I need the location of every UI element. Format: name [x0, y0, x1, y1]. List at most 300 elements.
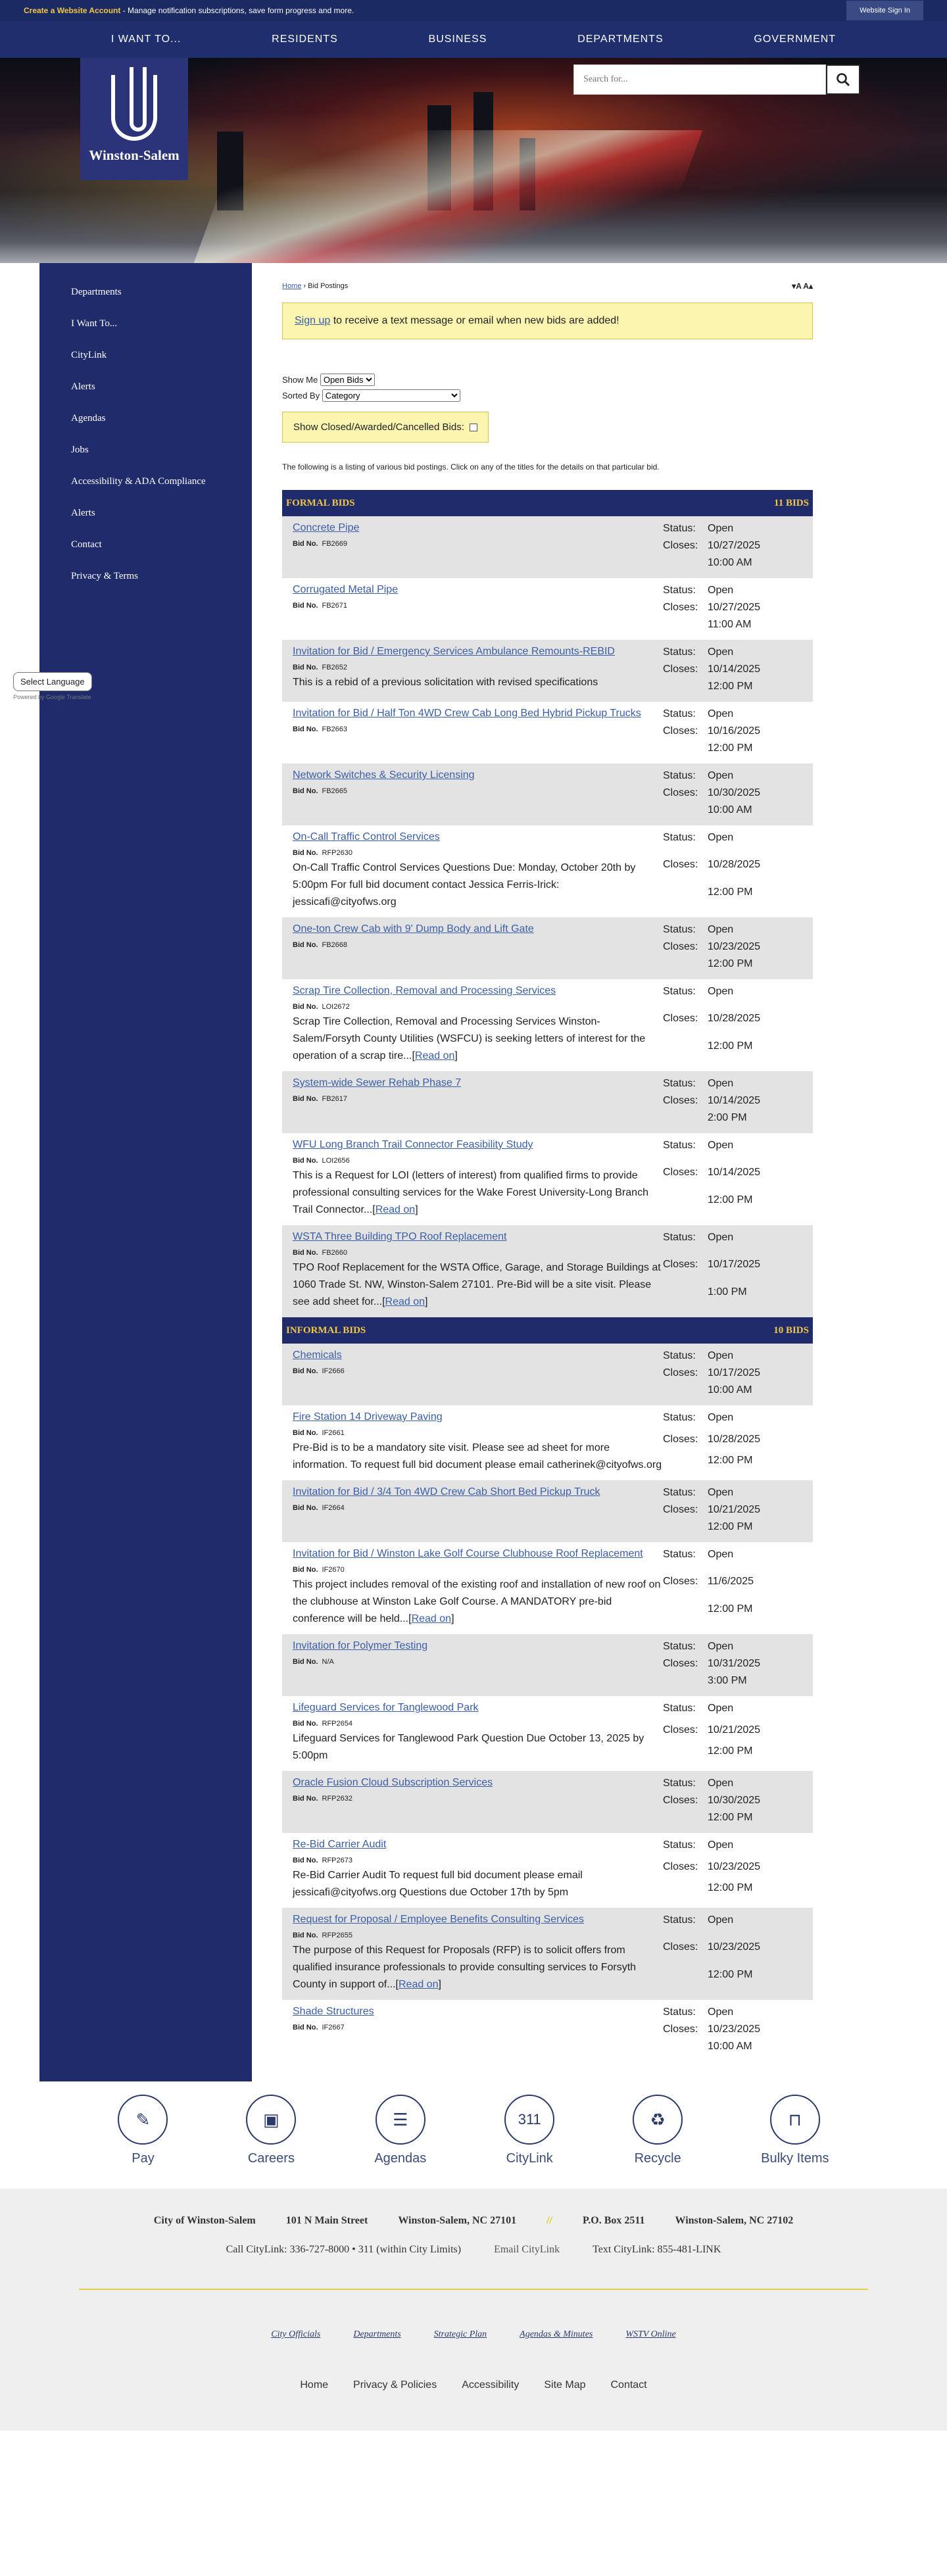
bid-number-label: Bid No.	[293, 1720, 318, 1728]
footer-po-box: P.O. Box 2511	[582, 2215, 645, 2226]
bid-row	[282, 702, 813, 764]
status-value: Open	[708, 1914, 734, 1926]
sidebar	[39, 263, 252, 2081]
status-value: Open	[708, 646, 734, 658]
status-label: Status:	[663, 770, 696, 781]
status-label: Status:	[663, 1350, 696, 1361]
status-label: Status:	[663, 1412, 696, 1423]
google-translate-widget	[13, 672, 92, 700]
bid-description	[293, 860, 663, 911]
status-value: Open	[708, 1703, 734, 1714]
agenda-icon: ☰	[376, 2095, 425, 2145]
bid-section-title: INFORMAL BIDS	[286, 1324, 366, 1336]
bid-title-link[interactable]: Scrap Tire Collection, Removal and Processing Services	[293, 985, 556, 996]
bid-info	[293, 1912, 663, 1993]
closes-date: 10/30/2025	[708, 1795, 761, 1806]
footer-link-wstv-online[interactable]: WSTV Online	[625, 2329, 676, 2339]
closes-spacer	[663, 1038, 708, 1065]
bid-status	[663, 1229, 802, 1311]
footer-links	[0, 2329, 947, 2340]
closes-time: 11:00 AM	[708, 619, 752, 630]
bid-number	[293, 1157, 663, 1165]
bid-status	[663, 520, 802, 571]
bid-status	[663, 582, 802, 633]
closes-date: 10/17/2025	[708, 1367, 761, 1378]
status-value: Open	[708, 1140, 734, 1151]
footer-call-citylink: Call CityLink: 336-727-8000 • 311 (within City Limits)	[226, 2244, 462, 2255]
bid-number	[293, 602, 663, 610]
bid-info	[293, 1775, 663, 1826]
quick-link-label: Bulky Items	[761, 2151, 829, 2166]
bid-number-value: RFP2632	[322, 1795, 352, 1803]
account-notice-text: - Manage notification subscriptions, save form progress and more.	[120, 6, 354, 15]
bid-row	[282, 1908, 813, 2000]
bid-row	[282, 1696, 813, 1771]
closes-label: Closes:	[663, 1095, 698, 1106]
bid-row	[282, 1480, 813, 1542]
quick-link-agendas[interactable]	[374, 2095, 426, 2166]
closes-spacer	[663, 1966, 708, 1993]
closes-date: 10/14/2025	[708, 1167, 761, 1179]
bid-title-link[interactable]: WSTA Three Building TPO Roof Replacement	[293, 1231, 507, 1242]
bid-number-label: Bid No.	[293, 787, 318, 795]
city-logo[interactable]	[80, 58, 188, 180]
bid-description: Scrap Tire Collection, Removal and Processing Services Winston-Salem/Forsyth County Utilities (WSFCU) is seeking letters of interest for the operation of a scrap tire...[Read on]	[293, 1016, 646, 1061]
bid-title-link[interactable]: Chemicals	[293, 1349, 342, 1361]
bid-row	[282, 764, 813, 825]
bid-number-value: RFP2655	[322, 1932, 352, 1939]
bid-number-label: Bid No.	[293, 1429, 318, 1437]
bid-number	[293, 664, 663, 671]
status-label: Status:	[663, 924, 696, 935]
bid-description-text: Scrap Tire Collection, Removal and Processing Services Winston-Salem/Forsyth County Utilities (WSFCU) is seeking letters of interest for the operation of a scrap tire...	[293, 1016, 646, 1061]
bid-number	[293, 849, 663, 857]
text-resize-control[interactable]: ▾A A▴	[792, 281, 813, 291]
bid-row	[282, 1344, 813, 1405]
closes-date: 10/28/2025	[708, 1013, 761, 1025]
bid-title-link[interactable]: Concrete Pipe	[293, 522, 360, 533]
sidebar-item-jobs[interactable]: Jobs	[71, 445, 89, 455]
search-button[interactable]	[826, 64, 860, 95]
show-me-select[interactable]	[320, 374, 375, 386]
bid-number-value: FB2663	[322, 725, 348, 733]
bid-number-value: FB2668	[322, 941, 348, 949]
closes-date: 11/6/2025	[708, 1576, 754, 1588]
closes-spacer	[663, 1743, 708, 1764]
status-value: Open	[708, 770, 734, 781]
footer-contact-link[interactable]: Contact	[610, 2379, 647, 2391]
bid-title-link[interactable]: Invitation for Bid / 3/4 Ton 4WD Crew Cab Short Bed Pickup Truck	[293, 1486, 600, 1497]
sidebar-item-contact[interactable]: Contact	[71, 539, 102, 550]
closes-spacer	[663, 678, 708, 695]
bid-info	[293, 2004, 663, 2055]
bid-info	[293, 1075, 663, 1127]
bid-description	[293, 1440, 663, 1474]
status-value: Open	[708, 832, 734, 843]
bid-title-link[interactable]: Shade Structures	[293, 2006, 374, 2017]
footer-text-citylink: Text CityLink: 855-481-LINK	[593, 2244, 721, 2255]
bid-title-link[interactable]: Network Switches & Security Licensing	[293, 769, 475, 781]
closes-date: 10/14/2025	[708, 1095, 761, 1106]
quick-link-label: Pay	[132, 2151, 155, 2166]
closes-time: 12:00 PM	[708, 1745, 753, 1757]
bid-description-text: Lifeguard Services for Tanglewood Park Question Due October 13, 2025 by 5:00pm	[293, 1733, 644, 1761]
footer-street: 101 N Main Street	[285, 2215, 368, 2226]
bid-row	[282, 1634, 813, 1696]
show-closed-label: Show Closed/Awarded/Cancelled Bids:	[293, 422, 464, 433]
bid-row	[282, 1542, 813, 1634]
bid-number-label: Bid No.	[293, 540, 318, 548]
footer-link-agendas-minutes[interactable]: Agendas & Minutes	[520, 2329, 593, 2339]
closes-time: 3:00 PM	[708, 1675, 747, 1686]
status-label: Status:	[663, 1487, 696, 1498]
closes-time: 12:00 PM	[708, 1968, 753, 1980]
nav-business[interactable]: BUSINESS	[428, 34, 487, 45]
show-closed-checkbox[interactable]	[470, 424, 477, 431]
closes-spacer	[663, 1192, 708, 1219]
city-logo-wordmark: Winston-Salem	[89, 147, 180, 163]
breadcrumb-separator: ›	[301, 282, 308, 290]
status-value: Open	[708, 1078, 734, 1089]
hero-banner	[0, 58, 947, 263]
bid-title-link[interactable]: One-ton Crew Cab with 9' Dump Body and Lift Gate	[293, 923, 534, 935]
bid-description-text: Pre-Bid is to be a mandatory site visit. Please see ad sheet for more information. To request full bid document please email catherinek@cityofws.org	[293, 1442, 662, 1470]
closes-label: Closes:	[663, 2024, 698, 2035]
bid-number	[293, 1857, 663, 1864]
footer-link-departments[interactable]: Departments	[353, 2329, 401, 2339]
closes-spacer	[663, 554, 708, 571]
status-value: Open	[708, 924, 734, 935]
closes-spacer	[663, 616, 708, 633]
quick-link-label: Agendas	[374, 2151, 427, 2166]
translate-powered-by: Powered by Google Translate	[13, 694, 91, 700]
bid-number-value: FB2652	[322, 664, 348, 671]
status-label: Status:	[663, 986, 696, 997]
nav-departments[interactable]: DEPARTMENTS	[577, 34, 664, 45]
footer-home-link[interactable]: Home	[300, 2379, 329, 2391]
read-on-link[interactable]: Read on	[398, 1979, 439, 1990]
bid-number	[293, 540, 663, 548]
closes-date: 10/16/2025	[708, 725, 761, 737]
bid-info	[293, 582, 663, 633]
quick-link-careers[interactable]	[246, 2095, 296, 2166]
chair-icon: ⊓	[770, 2095, 820, 2145]
footer-accessibility-link[interactable]: Accessibility	[462, 2379, 520, 2391]
site-search	[573, 64, 860, 95]
bid-number-label: Bid No.	[293, 1003, 318, 1011]
signup-link[interactable]: Sign up	[295, 315, 331, 326]
sidebar-item-citylink[interactable]: CityLink	[71, 350, 107, 360]
closes-time: 12:00 PM	[708, 1521, 753, 1532]
closes-date: 10/21/2025	[708, 1504, 761, 1515]
bid-info	[293, 921, 663, 973]
sidebar-item-alerts[interactable]: Alerts	[71, 381, 95, 392]
bid-number-label: Bid No.	[293, 1795, 318, 1803]
closes-label: Closes:	[663, 1724, 698, 1736]
bid-row	[282, 1071, 813, 1133]
bid-number-value: FB2671	[322, 602, 348, 610]
bid-info	[293, 520, 663, 571]
pay-icon: ✎	[118, 2095, 168, 2145]
sidebar-item-accessibility[interactable]: Accessibility & ADA Compliance	[71, 476, 206, 487]
bid-number	[293, 787, 663, 795]
bid-title-link[interactable]: Invitation for Bid / Winston Lake Golf Course Clubhouse Roof Replacement	[293, 1548, 643, 1559]
bid-info	[293, 983, 663, 1065]
bid-title-link[interactable]: Invitation for Bid / Half Ton 4WD Crew Cab Long Bed Hybrid Pickup Trucks	[293, 708, 641, 719]
quick-link-label: CityLink	[506, 2151, 553, 2166]
bid-status	[663, 1700, 802, 1764]
sorted-by-select[interactable]	[322, 389, 460, 402]
bid-title-link[interactable]: Request for Proposal / Employee Benefits Consulting Services	[293, 1914, 584, 1925]
read-on-link[interactable]: Read on	[411, 1613, 452, 1624]
footer-privacy-link[interactable]: Privacy & Policies	[353, 2379, 437, 2391]
bid-status	[663, 1409, 802, 1474]
bid-status	[663, 1075, 802, 1127]
search-icon	[836, 72, 850, 87]
nav-government[interactable]: GOVERNMENT	[754, 34, 837, 45]
quick-link-citylink[interactable]	[504, 2095, 554, 2166]
website-signin-button[interactable]: Website Sign In	[846, 1, 923, 20]
bid-title-link[interactable]: Invitation for Polymer Testing	[293, 1640, 428, 1651]
bid-info	[293, 1700, 663, 1764]
bid-status	[663, 1348, 802, 1399]
bid-description: This is a Request for LOI (letters of interest) from qualified firms to provide professional consulting services for the Wake Forest University-Long Branch Trail Connector...[Read on]	[293, 1170, 648, 1215]
closes-spacer	[663, 1880, 708, 1901]
bid-info	[293, 1837, 663, 1901]
bid-info	[293, 1348, 663, 1399]
language-select[interactable]: Select Language	[13, 672, 92, 691]
bid-status	[663, 1912, 802, 1993]
bid-number-label: Bid No.	[293, 1095, 318, 1103]
bid-number-value: FB2669	[322, 540, 348, 548]
closes-label: Closes:	[663, 1576, 698, 1588]
bid-description: This project includes removal of the existing roof and installation of new roof on the clubhouse at Winston Lake Golf Course. A MANDATORY pre-bid conference will be held...[Read on]	[293, 1579, 661, 1624]
closes-label: Closes:	[663, 1167, 698, 1179]
read-on-link[interactable]: Read on	[375, 1204, 416, 1215]
bid-row	[282, 2000, 813, 2062]
status-value: Open	[708, 1839, 734, 1851]
bid-number-value: FB2665	[322, 787, 348, 795]
sidebar-item-privacy[interactable]: Privacy & Terms	[71, 571, 138, 581]
status-label: Status:	[663, 1703, 696, 1714]
bid-info	[293, 1638, 663, 1689]
bid-info	[293, 706, 663, 757]
closes-time: 12:00 PM	[708, 1040, 753, 1052]
status-label: Status:	[663, 1232, 696, 1243]
bid-number-value: LOI2656	[322, 1157, 350, 1165]
status-label: Status:	[663, 585, 696, 596]
footer-sitemap-link[interactable]: Site Map	[544, 2379, 586, 2391]
footer-email-citylink[interactable]: Email CityLink	[494, 2244, 560, 2255]
status-value: Open	[708, 708, 734, 719]
closes-time: 12:00 PM	[708, 1882, 753, 1894]
closes-label: Closes:	[663, 725, 698, 737]
bid-status	[663, 1484, 802, 1536]
bid-number	[293, 1932, 663, 1939]
bid-status	[663, 829, 802, 911]
closes-time: 12:00 PM	[708, 1455, 753, 1467]
bid-number-label: Bid No.	[293, 1249, 318, 1257]
bid-number	[293, 1504, 663, 1512]
recycle-icon: ♻	[633, 2095, 683, 2145]
main-navigation	[0, 21, 947, 58]
closes-label: Closes:	[663, 540, 698, 551]
quick-link-label: Careers	[247, 2151, 295, 2166]
status-label: Status:	[663, 1914, 696, 1926]
page-body	[39, 263, 908, 2081]
notify-signup-banner	[282, 303, 813, 339]
bid-description: The purpose of this Request for Proposals (RFP) is to solicit offers from qualified insurance professionals to provide consulting services to Forsyth County in support of...[Read on]	[293, 1945, 637, 1990]
footer-link-strategic-plan[interactable]: Strategic Plan	[433, 2329, 487, 2339]
bid-row	[282, 917, 813, 979]
closes-spacer	[663, 884, 708, 911]
bid-description: TPO Roof Replacement for the WSTA Office, Garage, and Storage Buildings at 1060 Trade St. NW, Winston-Salem 27101. Pre-Bid will be a site visit. Please see add sheet for...[Read on]	[293, 1262, 661, 1307]
closes-date: 10/14/2025	[708, 664, 761, 675]
closes-spacer	[663, 1382, 708, 1399]
status-value: Open	[708, 1641, 734, 1652]
bid-description-text: Re-Bid Carrier Audit To request full bid document please email jessicafi@cityofws.org Questions due October 17th by 5pm	[293, 1870, 583, 1898]
bid-info	[293, 1484, 663, 1536]
footer-divider	[79, 2289, 868, 2290]
bid-number-value: IF2664	[322, 1504, 345, 1512]
status-label: Status:	[663, 708, 696, 719]
status-label: Status:	[663, 1078, 696, 1089]
breadcrumb-current: Bid Postings	[308, 282, 349, 290]
closes-label: Closes:	[663, 941, 698, 952]
bid-number-label: Bid No.	[293, 602, 318, 610]
closes-time: 12:00 PM	[708, 1194, 753, 1205]
quick-links	[79, 2081, 868, 2175]
closes-spacer	[663, 1284, 708, 1311]
bid-description-text: This is a Request for LOI (letters of interest) from qualified firms to provide professional consulting services for the Wake Forest University-Long Branch Trail Connector...	[293, 1170, 648, 1215]
bid-info	[293, 829, 663, 911]
bid-number	[293, 1566, 663, 1574]
top-notice-bar	[0, 0, 947, 21]
bid-info	[293, 1229, 663, 1311]
breadcrumb	[282, 282, 348, 290]
bid-title-link[interactable]: On-Call Traffic Control Services	[293, 831, 440, 842]
breadcrumb-home[interactable]: Home	[282, 282, 302, 290]
bid-filters	[282, 372, 813, 404]
closes-label: Closes:	[663, 1941, 698, 1953]
closes-spacer	[663, 1109, 708, 1127]
closes-time: 10:00 AM	[708, 2041, 752, 2052]
status-label: Status:	[663, 832, 696, 843]
site-footer	[0, 2189, 947, 2431]
bid-number-value: RFP2630	[322, 849, 352, 857]
bid-title-link[interactable]: System-wide Sewer Rehab Phase 7	[293, 1077, 462, 1088]
status-value: Open	[708, 986, 734, 997]
nav-i-want-to[interactable]: I WANT TO...	[110, 34, 182, 45]
briefcase-icon: ▣	[246, 2095, 296, 2145]
city-logo-mark	[111, 75, 157, 141]
bid-number-label: Bid No.	[293, 849, 318, 857]
signup-text: to receive a text message or email when new bids are added!	[330, 315, 619, 326]
closes-date: 10/31/2025	[708, 1658, 761, 1669]
closes-spacer	[663, 1601, 708, 1628]
read-on-link[interactable]: Read on	[385, 1296, 425, 1307]
main-content	[252, 263, 827, 2081]
closes-time: 12:00 PM	[708, 886, 753, 898]
bid-title-link[interactable]: WFU Long Branch Trail Connector Feasibility Study	[293, 1139, 533, 1150]
status-label: Status:	[663, 2006, 696, 2018]
sidebar-item-alerts-2[interactable]: Alerts	[71, 508, 95, 518]
bid-status	[663, 1137, 802, 1219]
bid-number	[293, 1720, 663, 1728]
bid-number-label: Bid No.	[293, 1157, 318, 1165]
bid-status	[663, 706, 802, 757]
listing-intro: The following is a listing of various bid postings. Click on any of the titles for the details on that particular bid.	[282, 462, 660, 472]
footer-address	[0, 2215, 947, 2227]
closes-label: Closes:	[663, 1013, 698, 1025]
closes-date: 10/23/2025	[708, 941, 761, 952]
closes-date: 10/23/2025	[708, 1941, 761, 1953]
bid-status	[663, 921, 802, 973]
sidebar-item-i-want-to[interactable]: I Want To...	[71, 318, 118, 329]
bid-status	[663, 1775, 802, 1826]
search-input[interactable]	[573, 64, 826, 95]
status-value: Open	[708, 585, 734, 596]
status-value: Open	[708, 2006, 734, 2018]
closes-date: 10/23/2025	[708, 2024, 761, 2035]
closes-time: 12:00 PM	[708, 958, 753, 969]
show-me-label: Show Me	[282, 375, 318, 385]
bid-section-header	[282, 1317, 813, 1344]
closes-date: 10/27/2025	[708, 602, 761, 613]
bid-sections	[282, 490, 813, 2062]
bid-title-link[interactable]: Re-Bid Carrier Audit	[293, 1839, 387, 1850]
bid-section-count: 10 BIDS	[773, 1324, 809, 1336]
bid-number	[293, 1795, 663, 1803]
bid-title-link[interactable]: Oracle Fusion Cloud Subscription Services	[293, 1777, 493, 1788]
status-value: Open	[708, 523, 734, 534]
bid-status	[663, 767, 802, 819]
status-label: Status:	[663, 1641, 696, 1652]
bid-number	[293, 1429, 663, 1437]
create-account-link[interactable]: Create a Website Account	[24, 6, 121, 15]
quick-link-recycle[interactable]	[633, 2095, 683, 2166]
footer-city-zip: Winston-Salem, NC 27101	[398, 2215, 517, 2226]
footer-bottom-links	[0, 2379, 947, 2391]
bid-number	[293, 2024, 663, 2031]
read-on-link[interactable]: Read on	[414, 1050, 455, 1061]
bid-number-label: Bid No.	[293, 1504, 318, 1512]
footer-link-city-officials[interactable]: City Officials	[271, 2329, 321, 2339]
bid-row	[282, 1771, 813, 1833]
bid-title-link[interactable]: Invitation for Bid / Emergency Services Ambulance Remounts-REBID	[293, 646, 615, 657]
bid-description-text: This is a rebid of a previous solicitation with revised specifications	[293, 677, 598, 688]
closes-date: 10/27/2025	[708, 540, 761, 551]
quick-link-bulky-items[interactable]	[761, 2095, 829, 2166]
bid-title-link[interactable]: Fire Station 14 Driveway Paving	[293, 1411, 443, 1422]
nav-residents[interactable]: RESIDENTS	[272, 34, 338, 45]
footer-po-city-zip: Winston-Salem, NC 27102	[675, 2215, 794, 2226]
sidebar-item-departments[interactable]: Departments	[71, 287, 122, 297]
bid-info	[293, 1137, 663, 1219]
closes-spacer	[663, 740, 708, 757]
bid-description-text: TPO Roof Replacement for the WSTA Office, Garage, and Storage Buildings at 1060 Trade St. NW, Winston-Salem 27101. Pre-Bid will be a site visit. Please see add sheet for...	[293, 1262, 661, 1307]
bid-description	[293, 1730, 663, 1764]
closes-date: 10/23/2025	[708, 1860, 761, 1872]
closes-spacer	[663, 2038, 708, 2055]
bid-section-count: 11 BIDS	[774, 497, 809, 508]
bid-number-label: Bid No.	[293, 664, 318, 671]
bid-title-link[interactable]: Corrugated Metal Pipe	[293, 584, 399, 595]
closes-label: Closes:	[663, 1504, 698, 1515]
sidebar-item-agendas[interactable]: Agendas	[71, 413, 106, 424]
quick-link-pay[interactable]	[118, 2095, 168, 2166]
bid-title-link[interactable]: Lifeguard Services for Tanglewood Park	[293, 1702, 479, 1713]
